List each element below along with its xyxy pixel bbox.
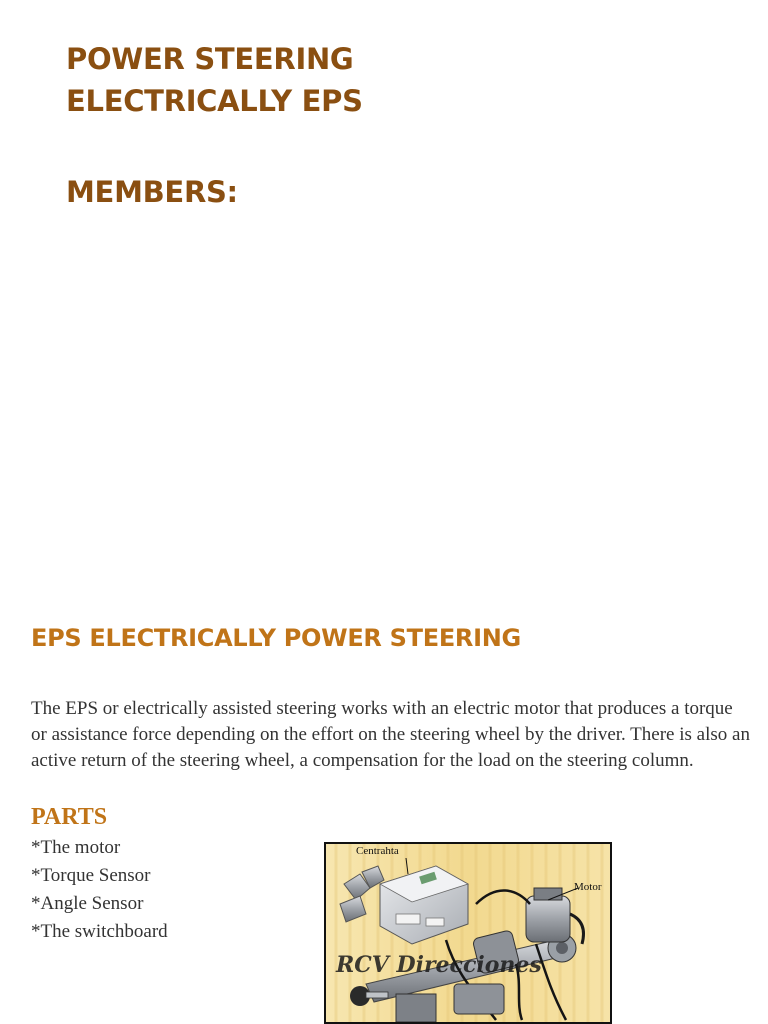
parts-list <box>31 834 168 946</box>
description-paragraph: The EPS or electrically assisted steering works with an electric motor that produces a torque or assistance force depending on the effort on the steering wheel by the driver. There is also an active return of the steering wheel, a compensation for the load on the steering column. <box>31 698 750 771</box>
section-heading: EPS ELECTRICALLY POWER STEERING <box>31 624 521 652</box>
parts-item-angle-sensor: *Angle Sensor <box>31 893 144 914</box>
title-line-1: POWER STEERING <box>66 42 354 76</box>
parts-item-switchboard: *The switchboard <box>31 921 168 942</box>
parts-heading: PARTS <box>31 804 108 830</box>
members-label: MEMBERS: <box>66 175 238 209</box>
document-title <box>66 38 706 122</box>
parts-item-torque-sensor: *Torque Sensor <box>31 865 151 886</box>
photo-label-motor: Motor <box>574 881 602 893</box>
title-line-2: ELECTRICALLY EPS <box>66 84 363 118</box>
photo-label-control-unit: Centrahta <box>356 845 399 857</box>
parts-item-motor: *The motor <box>31 837 121 858</box>
photo-watermark: RCV Direcciones <box>336 952 542 978</box>
eps-assembly-photo <box>324 842 612 1024</box>
